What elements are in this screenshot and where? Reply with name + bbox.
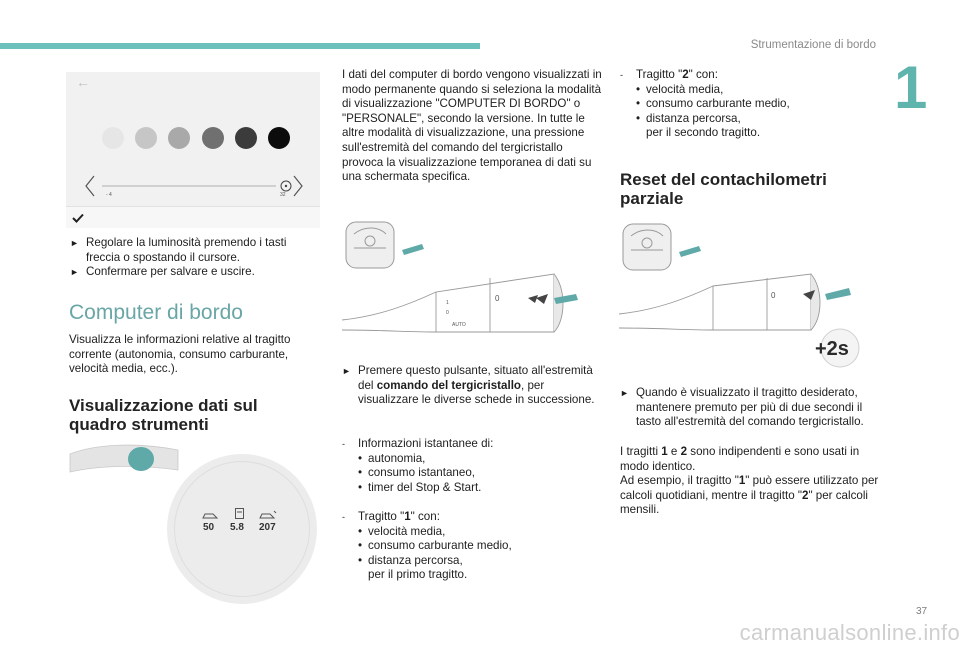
brightness-swatch-1 xyxy=(102,127,124,149)
list-item: • autonomia, xyxy=(358,451,426,465)
stalk-label-0: 0 xyxy=(495,294,500,303)
list-item: • consumo carburante medio, xyxy=(636,97,790,111)
instruction-text: Premere questo pulsante, situato all'estremità del comando del tergicristallo, per visualizzare le diverse schede in successione. xyxy=(358,364,595,407)
arrow-bullet-icon: ► xyxy=(70,267,79,277)
trips-example-para: Ad esempio, il tragitto "1" può essere utilizzato per calcoli quotidiani, mentre il tragitto "2" per calcoli mensili. xyxy=(620,474,879,517)
brightness-screen xyxy=(66,72,320,228)
car-range-icon xyxy=(202,510,218,520)
instruction-hold-button xyxy=(620,386,882,430)
arrow-bullet-icon: ► xyxy=(342,366,351,376)
steering-wheel-thumb xyxy=(623,224,671,270)
cluster-gauge xyxy=(167,454,317,604)
arrow-bullet-icon: ► xyxy=(620,388,629,398)
instruction-text: Quando è visualizzato il tragitto desiderato, mantenere premuto per più di due secondi il tasto all'estremità del comando tergicristallo. xyxy=(636,386,864,429)
list-item: • distanza percorsa, xyxy=(636,111,741,125)
instruction-confirm xyxy=(70,265,320,280)
list-item: • velocità media, xyxy=(636,82,724,96)
cluster-highlight-button xyxy=(128,447,154,471)
chevron-left-icon xyxy=(86,176,94,196)
stalk-label-0: 0 xyxy=(771,291,776,300)
highlight-arrow-top xyxy=(679,246,701,257)
list-item: • timer del Stop & Start. xyxy=(358,480,482,494)
back-arrow-icon: ← xyxy=(76,74,90,90)
list-item: per il primo tragitto. xyxy=(368,568,468,582)
gauge-value-consumption: 5.8 xyxy=(230,522,244,533)
col2-intro: I dati del computer di bordo vengono visualizzati in modo permanente quando si seleziona la modalità di visualizzazione "COMPUTER DI BORDO" o "PERSONALE", secondo la versione. In tutte le altre modalità di visualizzazione, una pressione sull'estremità del comando del tergicristallo provoca la visualizzazione temporanea di dati su una schermata specifica. xyxy=(342,68,602,184)
trip1-title: Tragitto "1" con: xyxy=(358,510,440,523)
list-item: • consumo istantaneo, xyxy=(358,466,475,480)
end-button-arrow-2 xyxy=(528,295,538,303)
brightness-swatch-5 xyxy=(235,127,257,149)
brightness-swatch-3 xyxy=(168,127,190,149)
brightness-slider xyxy=(80,172,306,204)
brightness-swatches xyxy=(102,127,292,151)
trips-independent-para: I tragitti 1 e 2 sono indipendenti e sono usati in modo identico. xyxy=(620,445,860,473)
stalk-body xyxy=(619,274,820,330)
chevron-right-icon xyxy=(294,176,302,196)
instruction-text: Confermare per salvare e uscire. xyxy=(86,265,255,278)
running-header: Strumentazione di bordo xyxy=(750,39,876,51)
subtitle-reset-trip: Reset del contachilometri parziale xyxy=(620,170,827,208)
list-item: per il secondo tragitto. xyxy=(646,126,761,140)
highlight-arrow-top xyxy=(402,244,424,255)
steering-wheel-thumb xyxy=(346,222,394,268)
brightness-swatch-2 xyxy=(135,127,157,149)
list-item: • velocità media, xyxy=(358,524,446,538)
confirm-bar xyxy=(66,206,320,228)
instant-info-title: Informazioni istantanee di: xyxy=(358,437,494,450)
fuel-pump-icon xyxy=(234,507,246,520)
stalk-label-1: 1 xyxy=(446,300,449,306)
section-intro: Visualizza le informazioni relative al tragitto corrente (autonomia, consumo carburante, velocità media, ecc.). xyxy=(69,333,291,376)
highlight-arrow-press xyxy=(825,288,851,300)
car-distance-icon xyxy=(259,510,277,520)
slider-min-label: - 4 xyxy=(106,192,112,198)
hold-duration-badge: +2s xyxy=(815,338,849,360)
trip2-block: - Tragitto "2" con: • velocità media, • consumo carburante medio, • distanza percorsa, per il secondo tragitto. xyxy=(620,68,880,141)
brightness-swatch-6 xyxy=(268,127,290,149)
list-item: • consumo carburante medio, xyxy=(358,539,512,553)
slider-max-label: 32 xyxy=(280,192,286,198)
instant-info-block: - Informazioni istantanee di: • autonomia, • consumo istantaneo, • timer del Stop & Start. xyxy=(342,437,604,495)
instruction-press-button xyxy=(342,364,604,408)
steering-wheel-strip xyxy=(66,436,186,480)
arrow-bullet-icon: ► xyxy=(70,238,79,248)
header-accent-bar xyxy=(0,43,480,49)
subtitle-dashboard-display: Visualizzazione dati sul quadro strumenti xyxy=(69,396,258,434)
list-item: • distanza percorsa, xyxy=(358,553,463,567)
trip2-title: Tragitto "2" con: xyxy=(636,68,718,81)
chapter-number: 1 xyxy=(894,54,928,121)
section-title-computer: Computer di bordo xyxy=(69,301,243,324)
trip1-block: - Tragitto "1" con: • velocità media, • consumo carburante medio, • distanza percorsa, per il primo tragitto. xyxy=(342,510,604,583)
stalk-label-auto: AUTO xyxy=(452,322,466,328)
checkmark-icon xyxy=(72,213,84,223)
page-number: 37 xyxy=(916,606,928,617)
stalk-label-2: 0 xyxy=(446,310,449,316)
gauge-value-timer: 207 xyxy=(259,522,276,533)
brightness-swatch-4 xyxy=(202,127,224,149)
instruction-text: Regolare la luminosità premendo i tasti freccia o spostando il cursore. xyxy=(86,236,287,264)
instruction-adjust-brightness xyxy=(70,236,320,265)
watermark: carmanualsonline.info xyxy=(739,620,960,645)
wiper-stalk-illustration xyxy=(340,218,602,350)
gauge-value-range: 50 xyxy=(203,522,215,533)
cluster-illustration xyxy=(66,436,324,602)
